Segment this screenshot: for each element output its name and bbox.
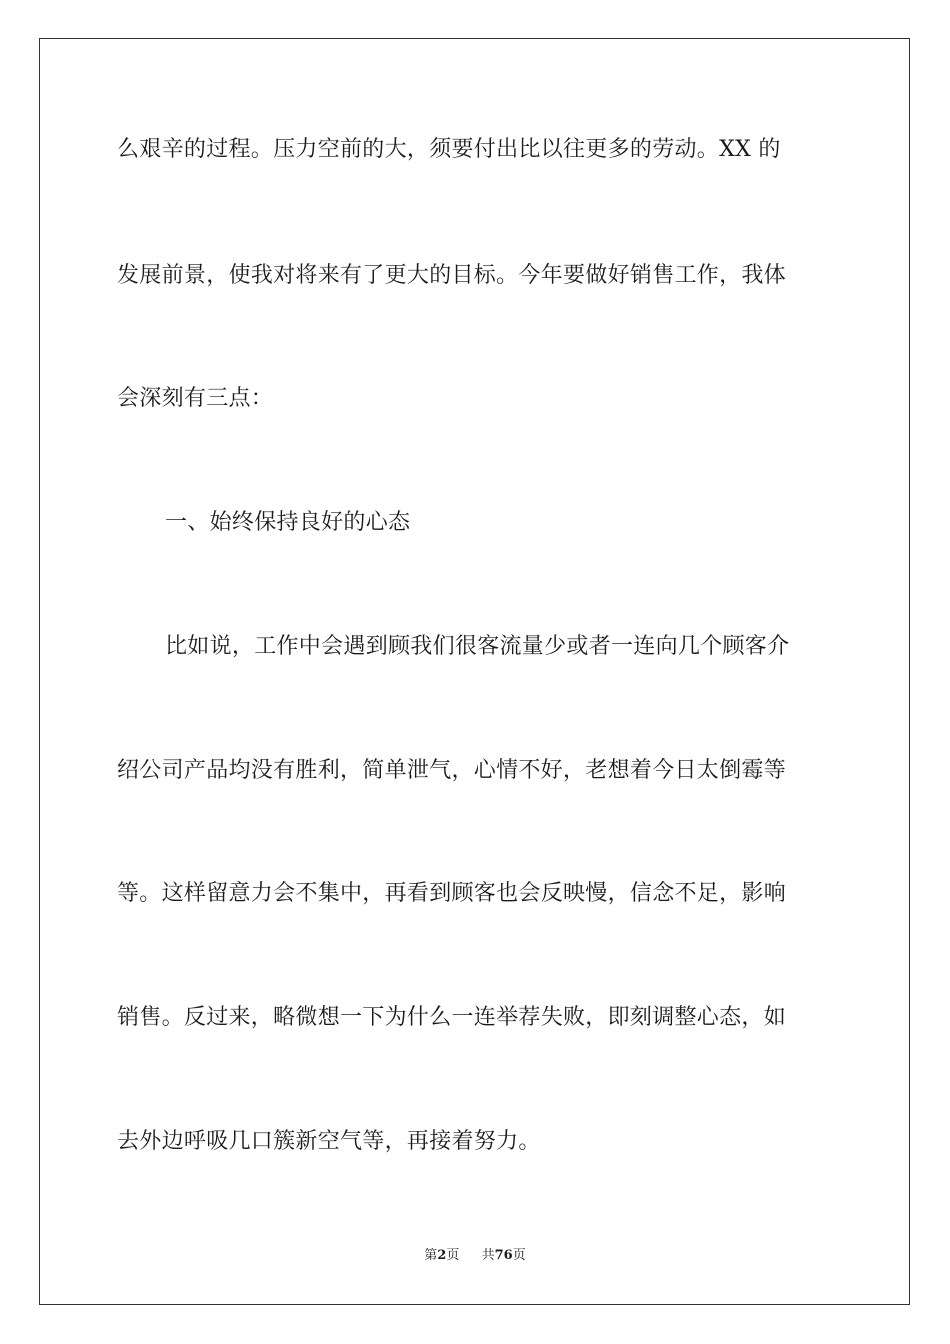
section-heading: 一、始终保持良好的心态 bbox=[165, 510, 411, 535]
total-suffix: 页 bbox=[512, 1248, 526, 1263]
body-text-line: 么艰辛的过程。压力空前的大，须要付出比以往更多的劳动。XX 的 bbox=[117, 137, 781, 162]
page-number: 2 bbox=[437, 1248, 447, 1263]
body-text-line: 等。这样留意力会不集中，再看到顾客也会反映慢，信念不足，影响 bbox=[117, 881, 787, 906]
page-suffix: 页 bbox=[446, 1248, 460, 1263]
body-text-line: 比如说，工作中会遇到顾我们很客流量少或者一连向几个顾客介 bbox=[165, 634, 790, 659]
body-text-line: 绍公司产品均没有胜利，简单泄气，心情不好，老想着今日太倒霉等 bbox=[117, 758, 787, 783]
page-prefix: 第 bbox=[424, 1248, 438, 1263]
page-footer bbox=[0, 1247, 950, 1265]
body-text-line: 发展前景，使我对将来有了更大的目标。今年要做好销售工作，我体 bbox=[117, 263, 787, 288]
body-text-line: 销售。反过来，略微想一下为什么一连举荐失败，即刻调整心态，如 bbox=[117, 1005, 787, 1030]
body-text-line: 去外边呼吸几口簇新空气等，再接着努力。 bbox=[117, 1129, 541, 1154]
page-border bbox=[39, 38, 910, 1305]
total-prefix: 共 bbox=[481, 1248, 495, 1263]
total-pages: 76 bbox=[494, 1248, 513, 1263]
body-text-line: 会深刻有三点： bbox=[117, 386, 274, 411]
